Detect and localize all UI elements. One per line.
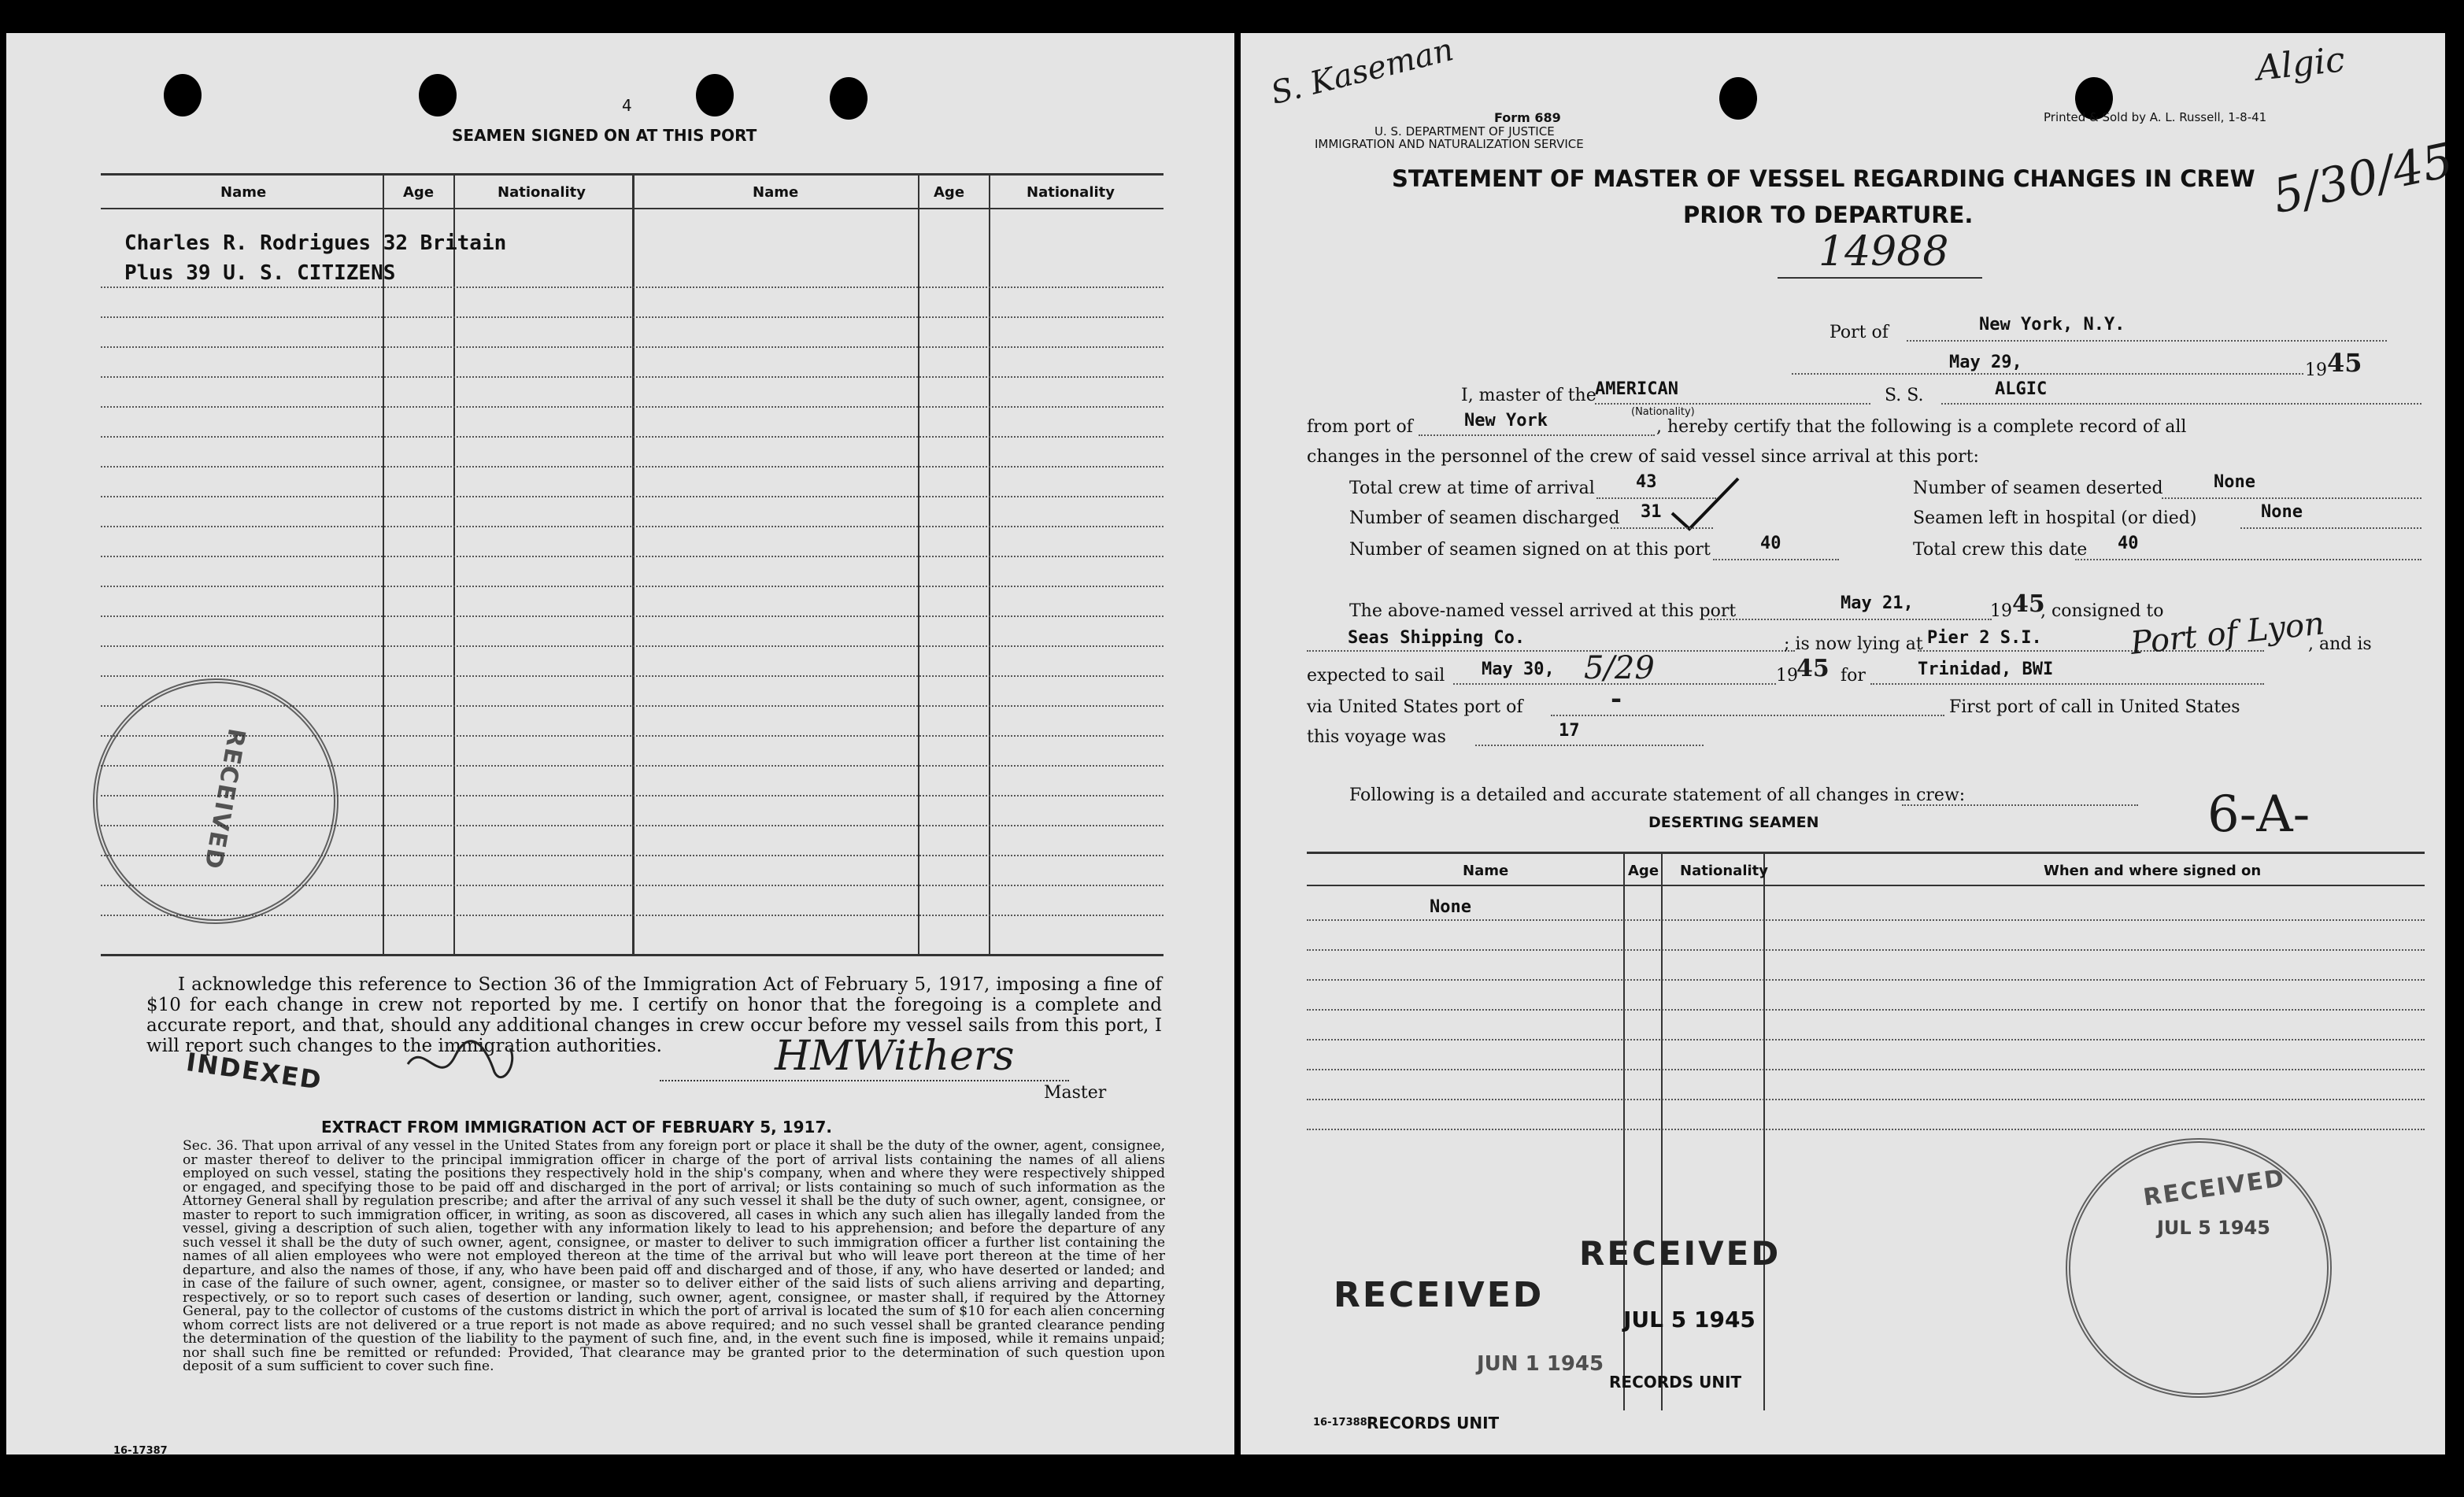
desert-entry: None [1430, 897, 1471, 917]
year-suffix: 45 [2327, 348, 2362, 378]
page-number: 4 [622, 96, 632, 115]
sail-year-prefix: 19 [1776, 666, 1798, 686]
arrived-year-prefix: 19 [1990, 601, 2012, 621]
section-title: SEAMEN SIGNED ON AT THIS PORT [452, 126, 757, 145]
for-label: for [1841, 666, 1866, 686]
lying-label: ; is now lying at [1784, 634, 1923, 654]
round-received-stamp: RECEIVED [93, 678, 339, 924]
punch-hole [164, 74, 202, 116]
consigned-label: , consigned to [2040, 601, 2164, 621]
received-stamp-1: RECEIVED [1579, 1234, 1781, 1273]
nationality-value: AMERICAN [1595, 379, 1678, 399]
acknowledgment-text: I acknowledge this reference to Section 36 of the Immigration Act of February 5, 1917, imposing a fine of $10 for each change in crew not reported by me. I certify on honor that the foregoing is a complete and accurate report, and that, should any additional changes in crew occur before my vessel sails from this port, I will report such changes to the immigration authorities. [146, 974, 1162, 1056]
col-header-age: Age [934, 184, 965, 201]
col-header-name: Name [220, 184, 267, 201]
master-signature: HMWithers [775, 1033, 1015, 1080]
handwritten-initials-icon [400, 1033, 526, 1096]
from-port-label: from port of [1307, 417, 1413, 437]
form-number: Form 689 [1494, 110, 1561, 125]
received-stamp-2: RECEIVED [1334, 1275, 1545, 1315]
signed-on-label: Number of seamen signed on at this port [1349, 540, 1711, 560]
deserted-value: None [2214, 472, 2255, 492]
consignee: Seas Shipping Co. [1348, 628, 1526, 648]
punch-hole [830, 77, 868, 120]
via-label: via United States port of [1307, 697, 1523, 717]
punch-hole [1719, 77, 1757, 120]
total-today-value: 40 [2118, 534, 2139, 553]
extract-text: Sec. 36. That upon arrival of any vessel in the United States from any foreign port or place it shall be the duty of the owner, agent, consignee, or master thereof to deliver to the principal immigration officer in charge of the port of arrival lists containing the names of all aliens employed on such vessel, stating the positions they respectively hold in the ship's company, when and where they were respectively shipped or engaged, and specifying those to be paid off and discharged in the port of arrival; or lists containing so much of such information as the Attorney General shall by regulation prescribe; and after the arrival of any such vessel it shall be the duty of such owner, agent, consignee, or master to report to such immigration officer, in writing, as soon as discovered, all cases in which any such alien has illegally landed from the vessel, giving a description of such alien, together with any information likely to lead to his apprehension; and before the departure of any such vessel it shall be the duty of such owner, agent, consignee, or master to deliver to such immigration officer a further list containing the names of all alien employees who were not employed thereon at the time of the arrival but who will leave port thereon at the time of her departure, and also the names of those, if any, who have been paid off and discharged and of those, if any, who have deserted or landed; and in case of the failure of such owner, agent, consignee, or master so to deliver either of the said lists of such aliens arriving and departing, respectively, or so to report such cases of desertion or landing, such owner, agent, consignee, or master shall, if required by the Attorney General, pay to the collector of customs of the customs district in which the port of arrival is located the sum of $10 for each alien concerning whom correct lists are not delivered or a true report is not made as above required; and no such vessel shall be granted clearance pending the determination of the question of the liability to the payment of such fine, and, in the event such fine is imposed, while it remains unpaid; nor shall such fine be remitted or refunded: Provided, That clearance may be granted prior to the determination of such question upon deposit of a sum sufficient to cover such fine. [183, 1138, 1165, 1374]
form-code-right: 16-17388 [1313, 1417, 1367, 1429]
master-of-the-label: I, master of the [1461, 386, 1596, 405]
code-handwritten: 6-A- [2207, 785, 2310, 844]
entry-row: Charles R. Rodrigues 32 Britain [124, 231, 507, 255]
stamp-date-2: JUN 1 1945 [1477, 1352, 1604, 1376]
lying-handwritten: Port of Lyon [2129, 605, 2326, 662]
following-text: Following is a detailed and accurate statement of all changes in crew: [1349, 785, 1966, 805]
col-header-nationality: Nationality [1027, 184, 1115, 201]
deserting-title: DESERTING SEAMEN [1648, 814, 1819, 831]
form-code: 16-17387 [113, 1445, 168, 1457]
desert-col-when-where: When and where signed on [2044, 863, 2262, 879]
arrived-year: 45 [2012, 590, 2045, 618]
year-prefix: 19 [2305, 360, 2327, 380]
via-value: - [1611, 683, 1622, 715]
col-header-nationality: Nationality [498, 184, 586, 201]
total-crew-arrival-value: 43 [1636, 472, 1657, 492]
handwritten-date: 5/30/45 [2268, 132, 2458, 225]
sail-year: 45 [1796, 655, 1830, 682]
extract-title: EXTRACT FROM IMMIGRATION ACT OF FEBRUARY 5, 1917. [321, 1118, 832, 1137]
expected-label: expected to sail [1307, 666, 1445, 686]
file-number: 14988 [1818, 228, 1949, 275]
total-crew-arrival-label: Total crew at time of arrival [1349, 479, 1595, 498]
col-header-age: Age [403, 184, 435, 201]
stamp-date-1: JUL 5 1945 [1623, 1307, 1756, 1333]
changes-text: changes in the personnel of the crew of said vessel since arrival at this port: [1307, 447, 1979, 467]
form-title-line2: PRIOR TO DEPARTURE. [1683, 201, 1974, 228]
punch-hole [419, 74, 457, 116]
port-label: Port of [1830, 323, 1889, 342]
and-is-label: , and is [2308, 634, 2372, 654]
indexed-stamp: INDEXED [184, 1047, 324, 1096]
hospital-value: None [2261, 502, 2303, 522]
lying-at: Pier 2 S.I. [1927, 628, 2042, 648]
records-unit-2: RECORDS UNIT [1367, 1414, 1500, 1432]
round-received-stamp: RECEIVED JUL 5 1945 [2066, 1138, 2332, 1398]
deserted-label: Number of seamen deserted [1913, 479, 2163, 498]
form-title-line1: STATEMENT OF MASTER OF VESSEL REGARDING CHANGES IN CREW [1392, 165, 2255, 192]
certify-text: , hereby certify that the following is a complete record of all [1656, 417, 2187, 437]
desert-col-age: Age [1628, 863, 1659, 879]
from-port-value: New York [1464, 411, 1548, 431]
discharged-label: Number of seamen discharged [1349, 508, 1620, 528]
sail-date: May 30, [1482, 660, 1555, 679]
discharged-value: 31 [1641, 502, 1662, 522]
right-page [1241, 31, 2458, 1454]
punch-hole [696, 74, 734, 116]
ss-label: S. S. [1885, 386, 1924, 405]
signature-label: Master [1044, 1083, 1107, 1103]
arrived-label: The above-named vessel arrived at this port [1349, 601, 1737, 621]
voyage-value: 17 [1559, 721, 1580, 741]
signed-on-value: 40 [1760, 534, 1781, 553]
total-today-label: Total crew this date [1913, 540, 2088, 560]
col-header-name: Name [753, 184, 799, 201]
date-value: May 29, [1949, 353, 2022, 372]
desert-col-name: Name [1463, 863, 1509, 879]
printer-line: Printed & Sold by A. L. Russell, 1-8-41 [2044, 110, 2267, 124]
ship-name: ALGIC [1995, 379, 2048, 399]
entry-row: Plus 39 U. S. CITIZENS [124, 261, 396, 285]
handwritten-name: S. Kaseman [1267, 31, 1457, 112]
service: IMMIGRATION AND NATURALIZATION SERVICE [1315, 137, 1584, 151]
nationality-caption: (Nationality) [1631, 406, 1695, 418]
hospital-label: Seamen left in hospital (or died) [1913, 508, 2197, 528]
department: U. S. DEPARTMENT OF JUSTICE [1374, 124, 1555, 139]
handwritten-vessel: Algic [2254, 39, 2347, 89]
desert-col-nationality: Nationality [1680, 863, 1768, 879]
sail-handwritten: 5/29 [1584, 650, 1655, 686]
voyage-label: this voyage was [1307, 727, 1446, 747]
port-value: New York, N.Y. [1979, 315, 2125, 335]
destination: Trinidad, BWI [1918, 660, 2054, 679]
first-port-label: First port of call in United States [1949, 697, 2240, 717]
records-unit-1: RECORDS UNIT [1609, 1373, 1742, 1392]
left-page [6, 33, 1234, 1457]
arrived-date: May 21, [1841, 593, 1914, 613]
